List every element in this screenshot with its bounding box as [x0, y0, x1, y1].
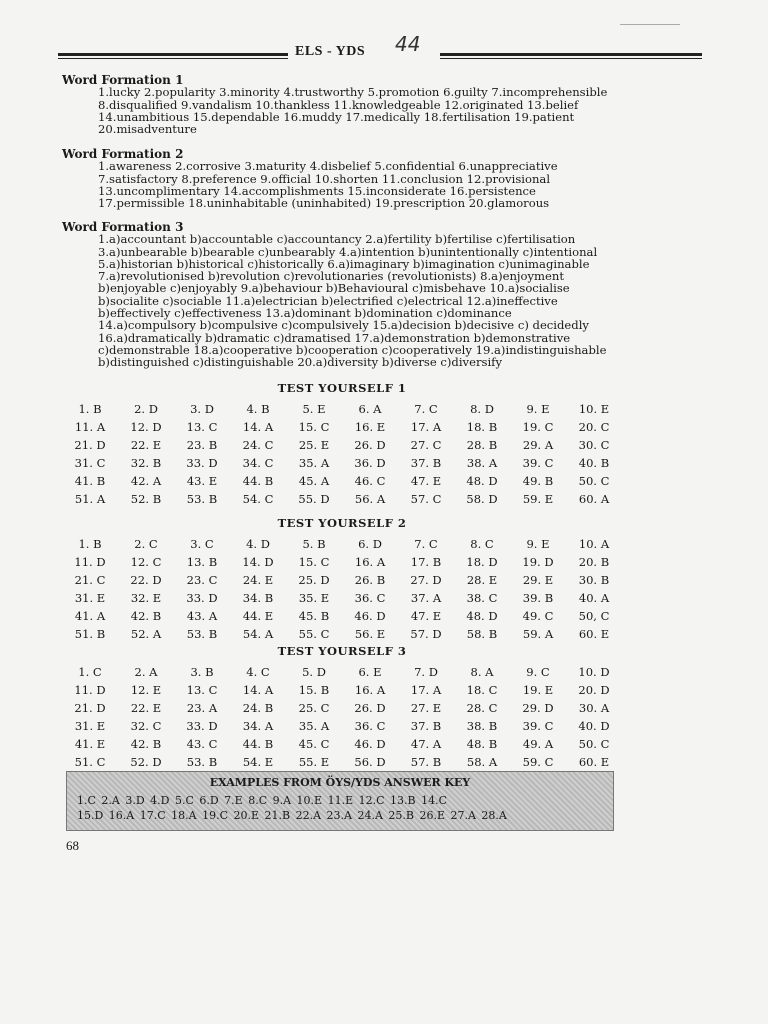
answer-cell: 25. C [298, 701, 330, 715]
answer-cell: 30. B [578, 573, 610, 587]
answer-cell: 54. A [242, 627, 274, 641]
answer-cell: 16. A [354, 555, 386, 569]
answer-line: 8.disqualified 9.vandalism 10.thankless 11.knowledgeable 12.originated 13.belief [98, 97, 579, 112]
answer-cell: 51. C [74, 755, 106, 769]
answer-line: 1.awareness 2.corrosive 3.maturity 4.disbelief 5.confidential 6.unappreciative [98, 159, 558, 174]
answer-cell: 18. D [466, 555, 498, 569]
answer-cell: 16. A [354, 683, 386, 697]
answer-cell: 43. A [186, 609, 218, 623]
answer-cell: 26. D [354, 438, 386, 452]
answer-key-box [66, 771, 614, 831]
test-yourself-3 [62, 644, 622, 770]
section-title: Word Formation 2 [62, 147, 184, 161]
answer-cell: 38. B [466, 719, 498, 733]
answer-cell: 3. D [190, 402, 214, 416]
answer-cell: 17. B [410, 555, 442, 569]
answer-cell: 2. D [134, 402, 158, 416]
answer-cell: 24. C [242, 438, 274, 452]
answer-cell: 12. D [130, 420, 162, 434]
word-formation-3 [62, 221, 606, 369]
answer-cell: 5. E [302, 402, 326, 416]
answer-cell: 29. A [522, 438, 554, 452]
answer-line: b)enjoyable c)enjoyably 9.a)behaviour b)Behavioural c)misbehave 10.a)socialise [98, 281, 570, 296]
answer-cell: 21. C [74, 573, 106, 587]
test-yourself-1 [62, 381, 622, 507]
answer-cell: 35. A [298, 719, 330, 733]
answer-cell: 46. D [354, 609, 386, 623]
answer-cell: 16. E [354, 420, 386, 434]
answer-cell: 8. A [470, 665, 494, 679]
answer-cell: 25. D [298, 573, 330, 587]
answer-line: 14.unambitious 15.dependable 16.muddy 17.medically 18.fertilisation 19.patient [98, 109, 575, 124]
answer-grid [62, 664, 622, 770]
answer-cell: 6. A [358, 402, 382, 416]
answer-cell: 18. C [466, 683, 498, 697]
answer-cell: 60. E [578, 755, 610, 769]
answer-cell: 56. D [354, 755, 386, 769]
answer-cell: 25. E [298, 438, 330, 452]
header-rule-right [440, 53, 702, 59]
answer-cell: 37. B [410, 456, 442, 470]
answer-cell: 34. B [242, 591, 274, 605]
answer-cell: 12. C [130, 555, 162, 569]
page-number: 68 [66, 838, 79, 853]
answer-cell: 45. C [298, 737, 330, 751]
page-header [0, 32, 768, 68]
answer-cell: 23. C [186, 573, 218, 587]
answer-cell: 9. C [526, 665, 550, 679]
answer-cell: 3. B [190, 665, 214, 679]
header-title: ELS - YDS [295, 44, 366, 59]
answer-cell: 19. E [522, 683, 554, 697]
answer-cell: 19. D [522, 555, 554, 569]
answer-line: b)effectively c)effectiveness 13.a)dominant b)domination c)dominance [98, 306, 512, 321]
answer-cell: 35. A [298, 456, 330, 470]
answer-cell: 7. C [414, 537, 438, 551]
answer-cell: 59. C [522, 755, 554, 769]
answer-cell: 42. A [130, 474, 162, 488]
answer-cell: 18. B [466, 420, 498, 434]
answer-cell: 49. B [522, 474, 554, 488]
test-yourself-2 [62, 516, 622, 642]
answer-cell: 27. C [410, 438, 442, 452]
answer-cell: 54. C [242, 492, 274, 506]
answer-cell: 13. B [186, 555, 218, 569]
answer-cell: 11. D [74, 683, 106, 697]
answer-cell: 17. A [410, 420, 442, 434]
answer-cell: 33. D [186, 456, 218, 470]
answer-cell: 52. D [130, 755, 162, 769]
answer-cell: 4. D [246, 537, 270, 551]
answer-cell: 59. A [522, 627, 554, 641]
answer-cell: 4. B [246, 402, 270, 416]
answer-cell: 43. C [186, 737, 218, 751]
answer-cell: 45. A [298, 474, 330, 488]
answer-cell: 6. E [358, 665, 382, 679]
answer-line: 13.uncomplimentary 14.accomplishments 15.inconsiderate 16.persistence [98, 183, 536, 198]
answer-line: 16.a)dramatically b)dramatic c)dramatised 17.a)demonstration b)demonstrative [98, 330, 571, 345]
answer-cell: 39. C [522, 719, 554, 733]
answer-cell: 1. C [78, 665, 102, 679]
answer-cell: 14. A [242, 420, 274, 434]
answer-cell: 26. D [354, 701, 386, 715]
answer-cell: 40. A [578, 591, 610, 605]
answer-cell: 47. A [410, 737, 442, 751]
answer-line: b)distinguished c)distinguishable 20.a)diversity b)diverse c)diversify [98, 355, 502, 370]
answer-cell: 32. E [130, 591, 162, 605]
answer-cell: 56. E [354, 627, 386, 641]
test-title: TEST YOURSELF 2 [277, 516, 407, 530]
answer-cell: 50. C [578, 474, 610, 488]
answer-key-title: EXAMPLES FROM ÖYS/YDS ANSWER KEY [209, 776, 471, 789]
answer-cell: 29. D [522, 701, 554, 715]
answer-cell: 22. D [130, 573, 162, 587]
answer-cell: 45. B [298, 609, 330, 623]
answer-cell: 24. B [242, 701, 274, 715]
answer-cell: 6. D [358, 537, 382, 551]
answer-cell: 38. A [466, 456, 498, 470]
answer-cell: 2. C [134, 537, 158, 551]
answer-cell: 54. E [242, 755, 274, 769]
answer-cell: 28. B [466, 438, 498, 452]
answer-line: 14.a)compulsory b)compulsive c)compulsively 15.a)decision b)decisive c) decidedly [98, 318, 589, 333]
answer-cell: 27. E [410, 701, 442, 715]
answer-cell: 51. A [74, 492, 106, 506]
answer-line: 7.satisfactory 8.preference 9.official 10.shorten 11.conclusion 12.provisional [98, 171, 551, 186]
answer-cell: 48. D [466, 474, 498, 488]
scan-mark [620, 24, 680, 25]
answer-cell: 42. B [130, 609, 162, 623]
answer-cell: 41. B [74, 474, 106, 488]
answer-cell: 40. D [578, 719, 610, 733]
answer-line: c)demonstrable 18.a)cooperative b)cooperation c)cooperatively 19.a)indistinguishable [98, 342, 607, 357]
answer-cell: 11. A [74, 420, 106, 434]
answer-cell: 4. C [246, 665, 270, 679]
answer-cell: 8. C [470, 537, 494, 551]
answer-cell: 9. E [526, 537, 550, 551]
answer-line: 17.permissible 18.uninhabitable (uninhabited) 19.prescription 20.glamorous [98, 196, 550, 211]
answer-line: 1.a)accountant b)accountable c)accountancy 2.a)fertility b)fertilise c)fertilisation [98, 232, 576, 247]
answer-cell: 56. A [354, 492, 386, 506]
answer-line: 1.lucky 2.popularity 3.minority 4.trustworthy 5.promotion 6.guilty 7.incomprehensible [98, 85, 608, 100]
answer-cell: 35. E [298, 591, 330, 605]
answer-cell: 33. D [186, 591, 218, 605]
answer-cell: 52. B [130, 492, 162, 506]
answer-cell: 15. C [298, 420, 330, 434]
answer-cell: 34. C [242, 456, 274, 470]
word-formation-1 [62, 74, 607, 135]
answer-cell: 24. E [242, 573, 274, 587]
answer-cell: 11. D [74, 555, 106, 569]
answer-cell: 29. E [522, 573, 554, 587]
section-title: Word Formation 3 [62, 220, 184, 234]
answer-cell: 22. E [130, 438, 162, 452]
answer-cell: 53. B [186, 755, 218, 769]
answer-cell: 13. C [186, 683, 218, 697]
answer-cell: 47. E [410, 474, 442, 488]
answer-cell: 19. C [522, 420, 554, 434]
answer-cell: 20. B [578, 555, 610, 569]
answer-cell: 57. B [410, 755, 442, 769]
answer-cell: 34. A [242, 719, 274, 733]
answer-cell: 40. B [578, 456, 610, 470]
answer-cell: 30. C [578, 438, 610, 452]
answer-cell: 55. E [298, 755, 330, 769]
answer-cell: 36. D [354, 456, 386, 470]
answer-cell: 48. D [466, 609, 498, 623]
answer-cell: 21. D [74, 438, 106, 452]
answer-cell: 44. E [242, 609, 274, 623]
answer-cell: 58. D [466, 492, 498, 506]
answer-cell: 20. C [578, 420, 610, 434]
answer-cell: 41. E [74, 737, 106, 751]
answer-cell: 55. C [298, 627, 330, 641]
answer-cell: 28. E [466, 573, 498, 587]
answer-cell: 37. A [410, 591, 442, 605]
answer-cell: 58. A [466, 755, 498, 769]
answer-cell: 2. A [134, 665, 158, 679]
answer-cell: 5. B [302, 537, 326, 551]
answer-cell: 10. D [578, 665, 610, 679]
answer-grid [62, 536, 622, 642]
answer-cell: 22. E [130, 701, 162, 715]
answer-key-row: 1.C 2.A 3.D 4.D 5.C 6.D 7.E 8.C 9.A 10.E 11.E 12.C 13.B 14.C [77, 794, 447, 807]
section-title: Word Formation 1 [62, 73, 184, 87]
answer-cell: 31. E [74, 719, 106, 733]
answer-key-row: 15.D 16.A 17.C 18.A 19.C 20.E 21.B 22.A 23.A 24.A 25.B 26.E 27.A 28.A [77, 809, 507, 822]
answer-cell: 23. B [186, 438, 218, 452]
test-title: TEST YOURSELF 3 [277, 644, 407, 658]
answer-cell: 60. E [578, 627, 610, 641]
answer-cell: 53. B [186, 627, 218, 641]
header-rule-left [58, 53, 288, 59]
answer-cell: 39. C [522, 456, 554, 470]
answer-cell: 32. C [130, 719, 162, 733]
answer-cell: 46. C [354, 474, 386, 488]
answer-line: 20.misadventure [98, 122, 197, 137]
answer-cell: 31. C [74, 456, 106, 470]
answer-cell: 44. B [242, 474, 274, 488]
answer-cell: 49. C [522, 609, 554, 623]
answer-cell: 50. C [578, 737, 610, 751]
answer-cell: 33. D [186, 719, 218, 733]
answer-line: 3.a)unbearable b)bearable c)unbearably 4.a)intention b)unintentionally c)intentional [98, 244, 598, 259]
answer-cell: 36. C [354, 591, 386, 605]
answer-cell: 21. D [74, 701, 106, 715]
answer-cell: 14. D [242, 555, 274, 569]
answer-line: 5.a)historian b)historical c)historically 6.a)imaginary b)imagination c)unimaginable [98, 256, 590, 271]
answer-cell: 38. C [466, 591, 498, 605]
answer-cell: 14. A [242, 683, 274, 697]
answer-line: 7.a)revolutionised b)revolution c)revolutionaries (revolutionists) 8.a)enjoyment [98, 269, 565, 284]
answer-cell: 58. B [466, 627, 498, 641]
answer-cell: 46. D [354, 737, 386, 751]
answer-cell: 52. A [130, 627, 162, 641]
answer-cell: 12. E [130, 683, 162, 697]
answer-cell: 57. C [410, 492, 442, 506]
answer-cell: 17. A [410, 683, 442, 697]
answer-cell: 13. C [186, 420, 218, 434]
answer-cell: 53. B [186, 492, 218, 506]
answer-cell: 1. B [78, 537, 102, 551]
answer-cell: 42. B [130, 737, 162, 751]
answer-cell: 30. A [578, 701, 610, 715]
answer-cell: 59. E [522, 492, 554, 506]
answer-cell: 7. C [414, 402, 438, 416]
answer-cell: 48. B [466, 737, 498, 751]
answer-line: b)socialite c)sociable 11.a)electrician b)electrified c)electrical 12.a)ineffective [98, 293, 558, 308]
answer-cell: 5. D [302, 665, 326, 679]
answer-cell: 39. B [522, 591, 554, 605]
answer-cell: 28. C [466, 701, 498, 715]
answer-cell: 20. D [578, 683, 610, 697]
word-formation-2 [62, 148, 558, 209]
answer-cell: 27. D [410, 573, 442, 587]
answer-cell: 23. A [186, 701, 218, 715]
handwritten-number: 44 [395, 32, 421, 56]
answer-cell: 9. E [526, 402, 550, 416]
answer-cell: 26. B [354, 573, 386, 587]
answer-cell: 43. E [186, 474, 218, 488]
answer-cell: 7. D [414, 665, 438, 679]
answer-cell: 60. A [578, 492, 610, 506]
answer-cell: 47. E [410, 609, 442, 623]
answer-cell: 57. D [410, 627, 442, 641]
answer-cell: 37. B [410, 719, 442, 733]
answer-cell: 49. A [522, 737, 554, 751]
answer-cell: 8. D [470, 402, 494, 416]
answer-cell: 50, C [578, 609, 610, 623]
answer-cell: 51. B [74, 627, 106, 641]
answer-cell: 41. A [74, 609, 106, 623]
test-title: TEST YOURSELF 1 [277, 381, 407, 395]
answer-cell: 1. B [78, 402, 102, 416]
answer-cell: 10. A [578, 537, 610, 551]
answer-cell: 36. C [354, 719, 386, 733]
answer-cell: 15. C [298, 555, 330, 569]
answer-cell: 32. B [130, 456, 162, 470]
answer-cell: 3. C [190, 537, 214, 551]
answer-cell: 31. E [74, 591, 106, 605]
answer-cell: 15. B [298, 683, 330, 697]
answer-cell: 55. D [298, 492, 330, 506]
answer-cell: 10. E [578, 402, 610, 416]
answer-grid [62, 401, 622, 507]
answer-cell: 44. B [242, 737, 274, 751]
